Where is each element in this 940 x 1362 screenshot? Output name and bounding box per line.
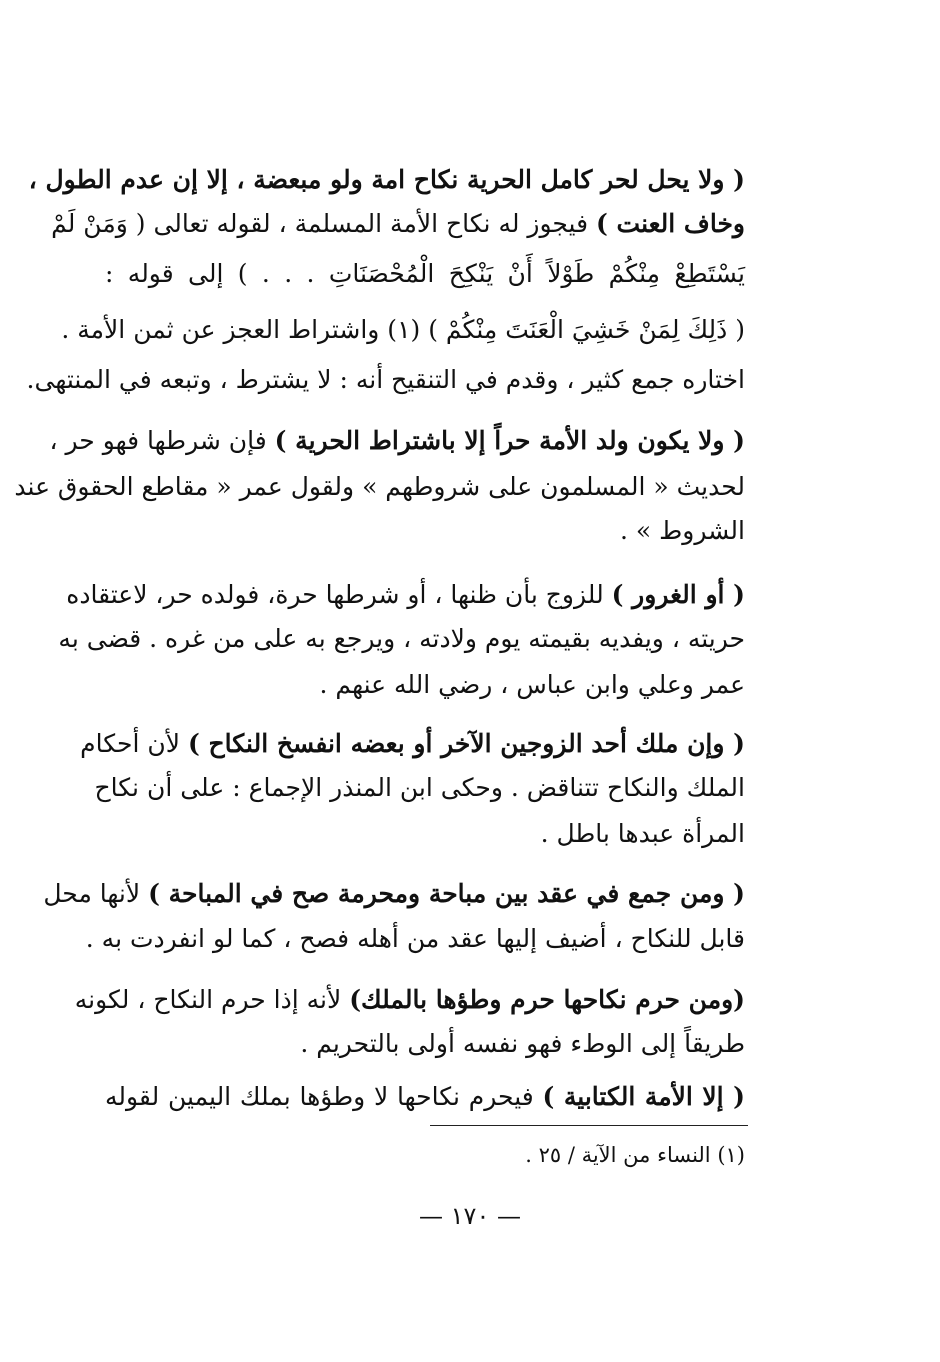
text-line: (ومن حرم نكاحها حرم وطؤها بالملك) لأنه إذا حرم النكاح ، لكونه [74,985,745,1014]
text-line: الشروط » . [620,516,745,545]
footnote: (١) النساء من الآية / ٢٥ . [525,1143,745,1167]
text-line: وخاف العنت ) فيجوز له نكاح الأمة المسلمة ، لقوله تعالى ( وَمَنْ لَمْ [51,209,745,238]
text-line: الملك والنكاح تتناقض . وحكى ابن المنذر الإجماع : على أن نكاح [94,773,745,802]
text-line: لحديث « المسلمون على شروطهم » ولقول عمر « مقاطع الحقوق عند [14,472,745,501]
text-line: حريته ، ويفديه بقيمته يوم ولادته ، ويرجع به على من غره . قضى به [58,624,745,653]
verse-line: ( ذَلِكَ لِمَنْ خَشِيَ الْعَنَتَ مِنْكُمْ ) (١) واشتراط العجز عن ثمن الأمة . [61,315,745,344]
text-line: ( إلا الأمة الكتابية ) فيحرم نكاحها لا وطؤها بملك اليمين لقوله [105,1082,746,1111]
text-line: ( أو الغرور ) للزوج بأن ظنها ، أو شرطها حرة، فولده حر، لاعتقاده [66,580,745,609]
verse-line: يَسْتَطِعْ مِنْكُمْ طَوْلاً أَنْ يَنْكِحَ الْمُحْصَنَاتِ . . . ) إلى قوله : [105,259,745,288]
text-line: اختاره جمع كثير ، وقدم في التنقيح أنه : لا يشترط ، وتبعه في المنتهى. [26,365,745,394]
page-number: — ١٧٠ — [419,1202,521,1230]
text-line: المرأة عبدها باطل . [540,819,745,848]
text-line: ( ولا يكون ولد الأمة حراً إلا باشتراط الحرية ) فإن شرطها فهو حر ، [49,426,745,455]
text-line: ( ولا يحل لحر كامل الحرية نكاح امة ولو مبعضة ، إلا إن عدم الطول ، [28,165,745,194]
text-line: عمر وعلي وابن عباس ، رضي الله عنهم . [319,670,745,699]
text-line: ( وإن ملك أحد الزوجين الآخر أو بعضه انفسخ النكاح ) لأن أحكام [80,729,745,758]
text-line: ( ومن جمع في عقد بين مباحة ومحرمة صح في المباحة ) لأنها محل [43,879,745,908]
text-line: طريقاً إلى الوطء فهو نفسه أولى بالتحريم . [300,1029,745,1058]
text-line: قابل للنكاح ، أضيف إليها عقد من أهله فصح ، كما لو انفردت به . [85,924,745,953]
footnote-divider [430,1125,748,1126]
